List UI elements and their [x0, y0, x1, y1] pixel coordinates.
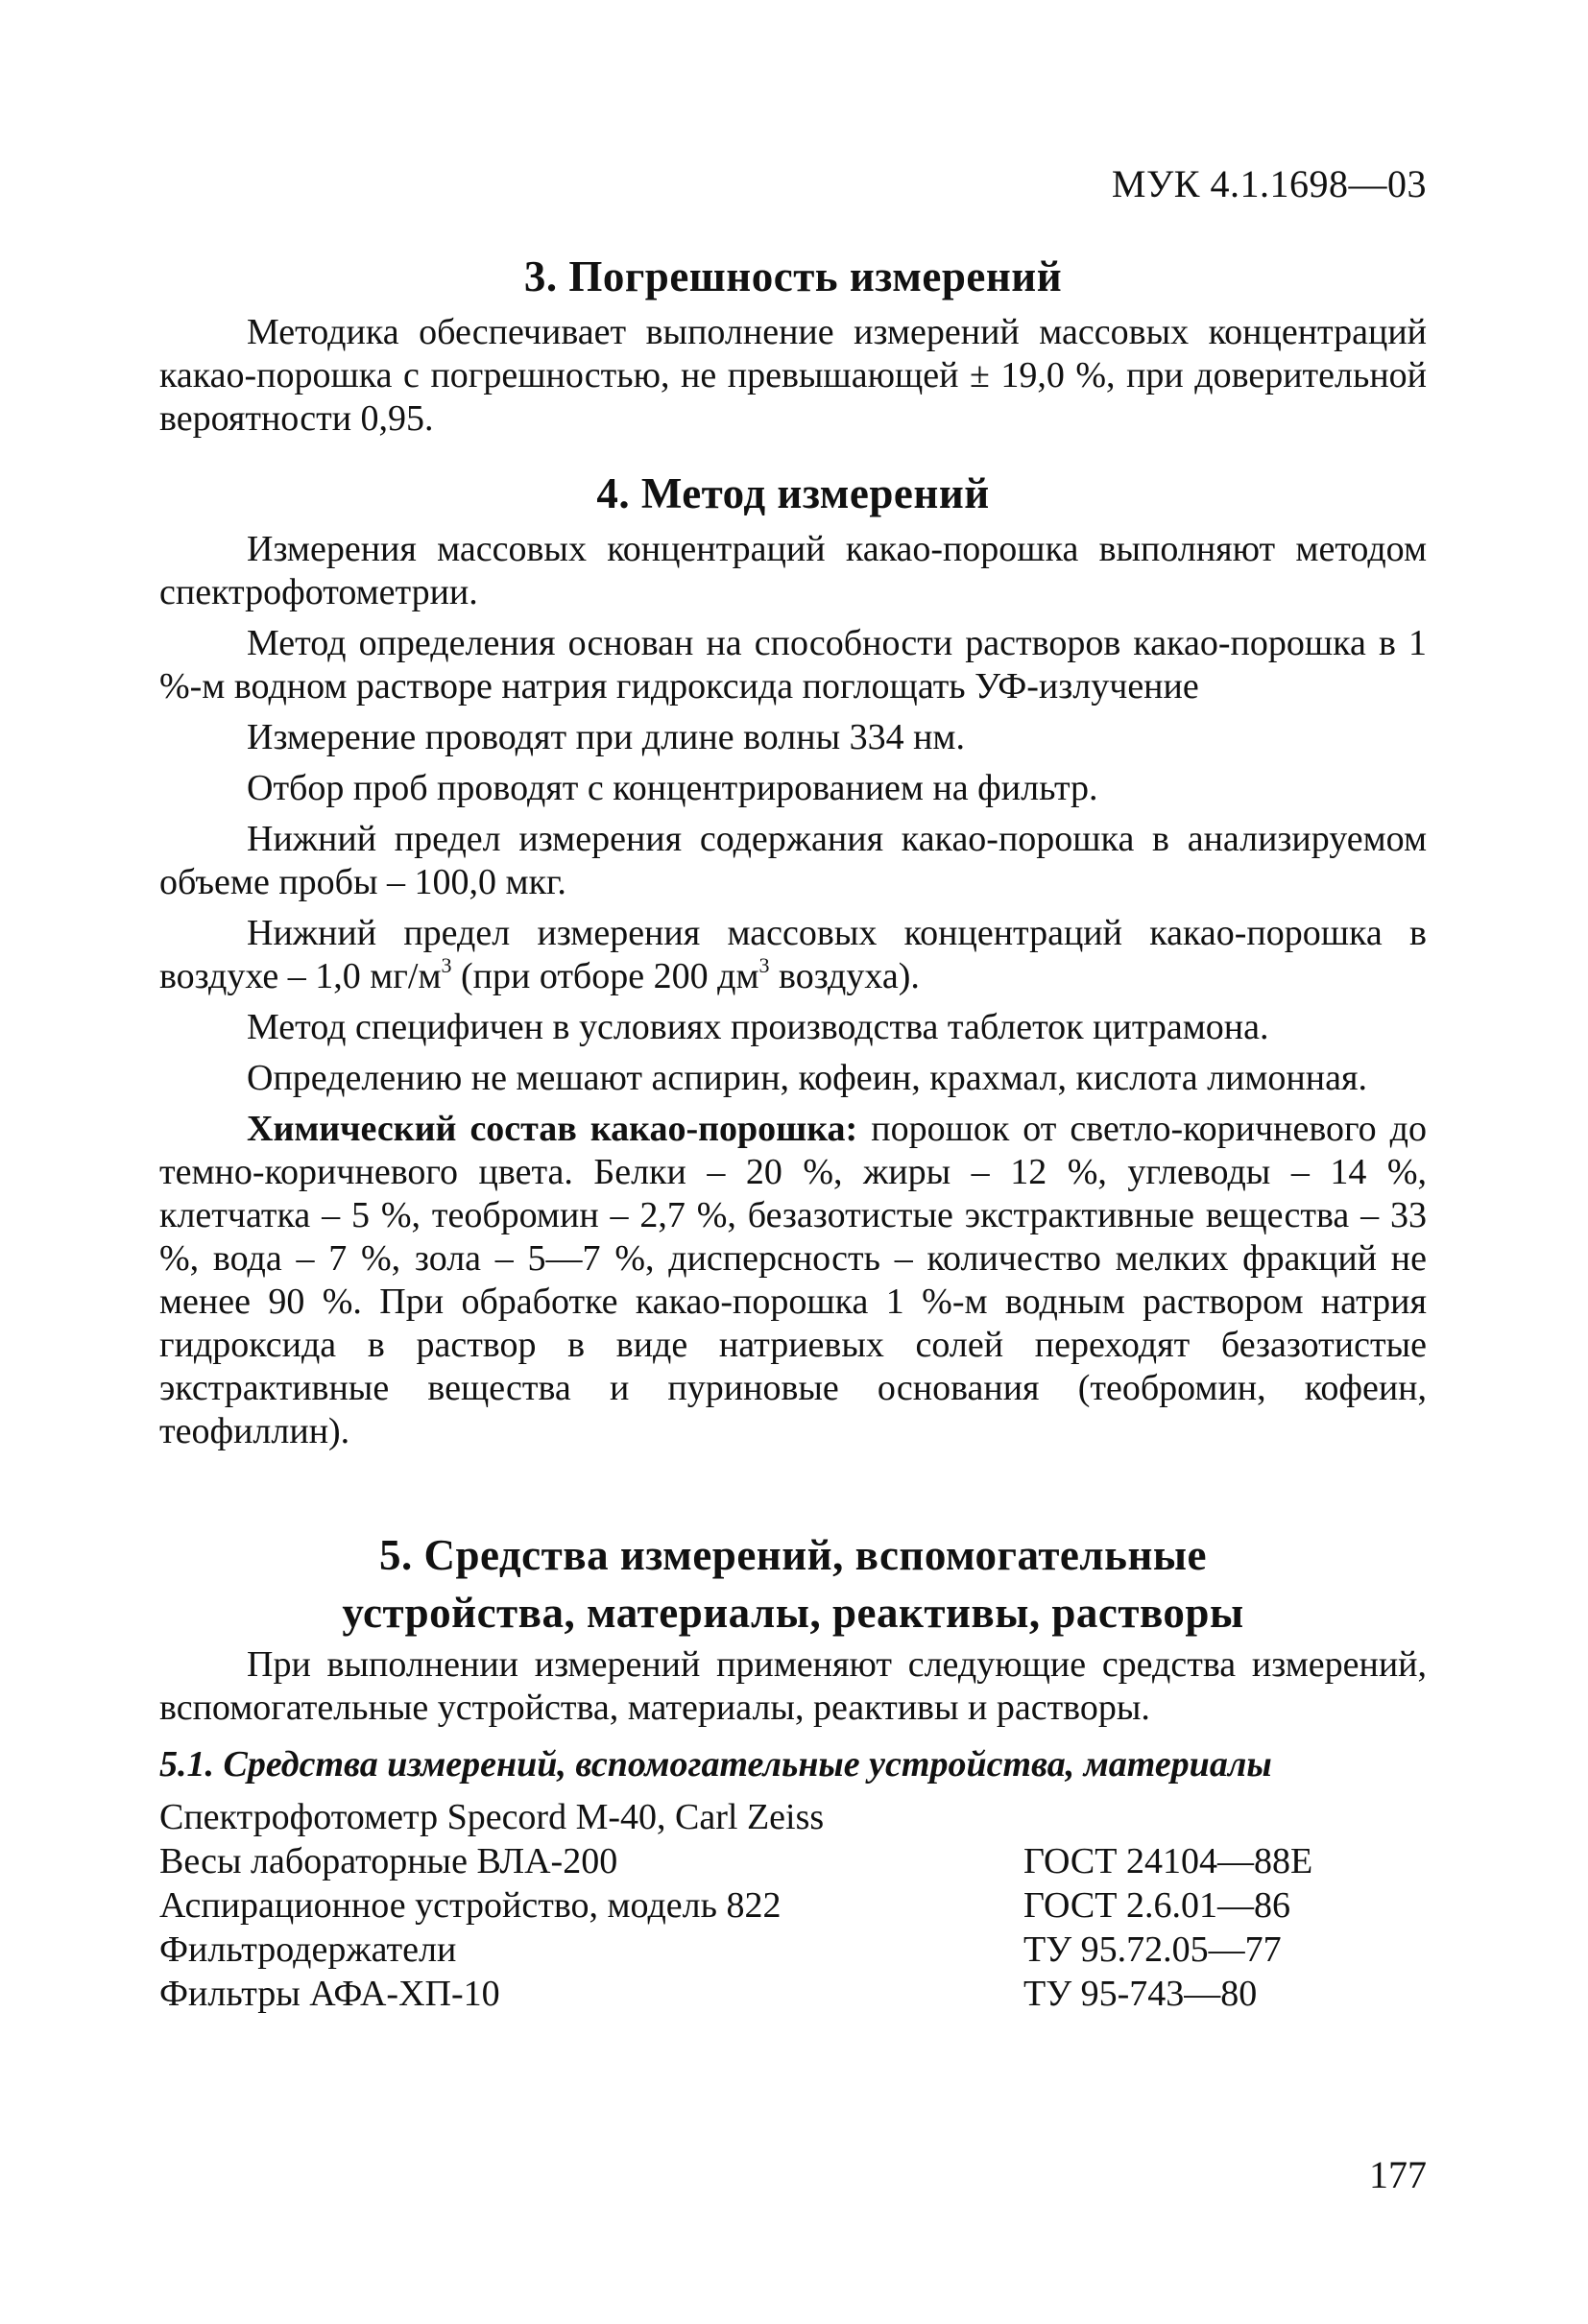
list-item — [159, 1972, 1427, 2016]
section-4-paragraph-5: Нижний предел измерения содержания какао-порошка в анализируемом объеме пробы – 100,0 мкг. — [159, 819, 1427, 902]
equipment-standard: ГОСТ 24104—88Е — [1023, 1841, 1313, 1881]
list-item — [159, 1795, 1427, 1839]
superscript-cubic: 3 — [758, 953, 770, 978]
section-4-paragraph-9: Химический состав какао-порошка: порошок от светло-коричневого до темно-коричневого цвета. Белки – 20 %, жиры – 12 %, углеводы – 14 %, клетчатка – 5 %, теобромин – 2,7 %, безазотистые экстрактивные вещества – 33 %, вода – 7 %, зола – 5—7 %, дисперсность – количество мелких фракций не менее 90 %. При обработке какао-порошка 1 %-м водным раствором натрия гидроксида в раствор в виде натриевых солей переходят безазотистые экстрактивные вещества и пуриновые основания (теобромин, кофеин, теофиллин). — [159, 1109, 1428, 1451]
chemical-composition-label: Химический состав какао-порошка: — [247, 1109, 858, 1149]
subsection-5-1-title: 5.1. Средства измерений, вспомогательные устройства, материалы — [159, 1744, 1272, 1785]
superscript-cubic: 3 — [441, 953, 452, 978]
section-4-paragraph-7: Метод специфичен в условиях производства таблеток цитрамона. — [247, 1007, 1269, 1047]
list-item — [159, 1928, 1427, 1972]
list-item — [159, 1883, 1427, 1928]
section-4-paragraph-4: Отбор проб проводят с концентрированием на фильтр. — [247, 768, 1098, 808]
equipment-list — [159, 1795, 1427, 2016]
equipment-name: Фильтродержатели — [159, 1929, 457, 1970]
equipment-standard — [1023, 1795, 1427, 1839]
section-4-title: 4. Метод измерений — [596, 469, 990, 517]
section-4-paragraph-1: Измерения массовых концентраций какао-порошка выполняют методом спектрофотометрии. — [159, 529, 1427, 612]
equipment-name: Спектрофотометр Specord M-40, Carl Zeiss — [159, 1797, 825, 1837]
equipment-name: Весы лабораторные ВЛА-200 — [159, 1841, 618, 1881]
section-3-body — [159, 311, 1427, 441]
section-5-intro: При выполнении измерений применяют следующие средства измерений, вспомогательные устройства, материалы, реактивы и растворы. — [159, 1644, 1427, 1728]
equipment-name: Фильтры АФА-ХП-10 — [159, 1974, 500, 2014]
section-4-paragraph-8: Определению не мешают аспирин, кофеин, крахмал, кислота лимонная. — [247, 1058, 1367, 1098]
section-3-title: 3. Погрешность измерений — [523, 252, 1063, 300]
section-4-paragraph-2: Метод определения основан на способности растворов какао-порошка в 1 %-м водном растворе натрия гидроксида поглощать УФ-излучение — [159, 623, 1427, 707]
equipment-name: Аспирационное устройство, модель 822 — [159, 1885, 782, 1926]
document-code: МУК 4.1.1698—03 — [1111, 162, 1427, 205]
equipment-standard: ТУ 95-743—80 — [1023, 1974, 1258, 2014]
list-item — [159, 1839, 1427, 1883]
section-4-body — [159, 528, 1427, 1453]
equipment-standard: ТУ 95.72.05—77 — [1023, 1929, 1282, 1970]
section-5-title: 5. Средства измерений, вспомогательные устройства, материалы, реактивы, растворы — [342, 1531, 1244, 1637]
section-3-paragraph: Методика обеспечивает выполнение измерений массовых концентраций какао-порошка с погрешностью, не превышающей ± 19,0 %, при доверительной вероятности 0,95. — [159, 312, 1427, 439]
page-number: 177 — [1369, 2153, 1427, 2196]
section-4-paragraph-6: Нижний предел измерения массовых концентраций какао-порошка в воздухе – 1,0 $мг/м^3$ (при отборе 200 $дм^3$ воздуха). — [159, 913, 1427, 996]
section-4-paragraph-3: Измерение проводят при длине волны 334 нм. — [247, 717, 965, 757]
equipment-standard: ГОСТ 2.6.01—86 — [1023, 1885, 1290, 1926]
